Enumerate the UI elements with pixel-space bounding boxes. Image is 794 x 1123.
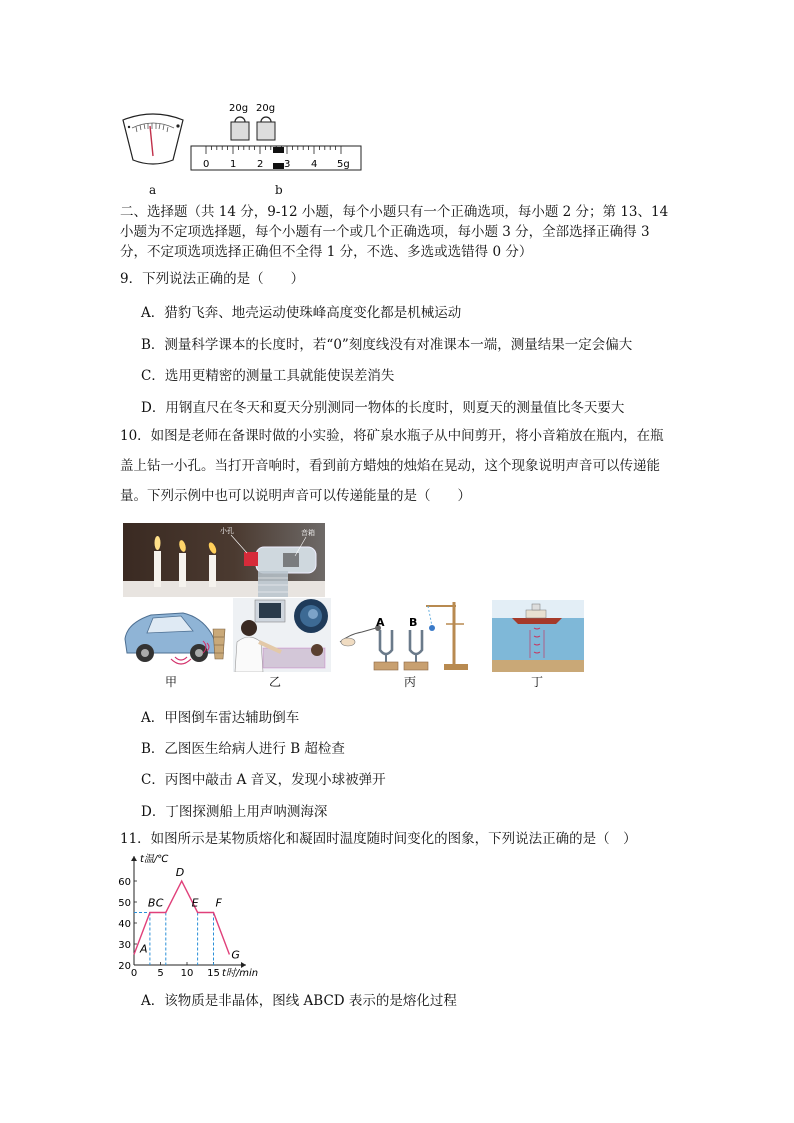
obstacle-cone <box>213 629 225 659</box>
tuning-fork-image <box>336 598 476 672</box>
q10-stem-line3: 量。下列示例中也可以说明声音可以传递能量的是（ ） <box>120 488 471 504</box>
weight-label-1: 20g <box>229 103 249 114</box>
chart-labels <box>118 853 258 979</box>
y-tick-label: 30 <box>118 940 131 951</box>
point-label: D <box>175 866 185 879</box>
scale-dial <box>123 114 183 164</box>
ruler-tick-4: 4 <box>311 159 318 170</box>
ultrasound-exam-image <box>233 598 331 672</box>
y-axis-label: t温/℃ <box>140 854 169 865</box>
fork-label-b: B <box>409 616 418 629</box>
section2-instructions-line2: 小题为不定项选择题，每个小题有一个或几个正确选项，每小题 3 分，全部选择正确得 3 <box>120 224 650 240</box>
weight-label-2: 20g <box>256 103 276 114</box>
q11-stem: 11．如图所示是某物质熔化和凝固时温度随时间变化的图象，下列说法正确的是（ ） <box>120 831 637 847</box>
q9-option-a[interactable]: A．猎豹飞奔、地壳运动使珠峰高度变化都是机械运动 <box>141 305 462 321</box>
point-label: F <box>215 896 222 910</box>
fig-label-bing: 丙 <box>404 675 417 689</box>
chart-guides <box>134 913 214 966</box>
q9-option-c[interactable]: C．选用更精密的测量工具就能使误差消失 <box>141 368 395 384</box>
q9-option-b[interactable]: B．测量科学课本的长度时，若“0”刻度线没有对准课本一端，测量结果一定会偏大 <box>141 337 633 353</box>
point-label: C <box>155 896 164 910</box>
fig-label-jia: 甲 <box>165 675 178 689</box>
point-label: E <box>191 896 199 910</box>
sonar-ship-image <box>492 600 584 672</box>
fig-label-ding: 丁 <box>531 675 544 689</box>
ruler-tick-0: 0 <box>203 159 210 170</box>
fig-label-yi: 乙 <box>269 675 282 689</box>
label-hole: 小孔 <box>220 527 234 535</box>
x-tick-label: 5 <box>157 968 164 979</box>
melting-curve-chart <box>118 853 338 983</box>
point-label: B <box>147 896 156 910</box>
x-tick-label: 10 <box>180 968 194 979</box>
q11-option-a[interactable]: A．该物质是非晶体，图线 ABCD 表示的是熔化过程 <box>141 993 457 1009</box>
y-tick-label: 60 <box>118 877 131 888</box>
q9-stem: 9．下列说法正确的是（ ） <box>120 271 305 287</box>
figure-label-b: b <box>275 183 283 197</box>
y-axis-arrow <box>131 856 137 861</box>
x-tick-label: 15 <box>207 968 220 979</box>
temperature-curve <box>134 881 229 955</box>
x-axis-label: t时/min <box>222 968 259 979</box>
figure-label-a: a <box>149 183 157 197</box>
y-tick-label: 20 <box>118 961 131 972</box>
ruler-tick-3: 3 <box>284 159 291 170</box>
slide-ruler <box>191 146 361 170</box>
q10-option-d[interactable]: D．丁图探测船上用声呐测海深 <box>141 804 328 820</box>
y-tick-label: 40 <box>118 919 131 930</box>
y-tick-label: 50 <box>118 898 131 909</box>
fork-label-a: A <box>376 616 385 629</box>
q10-option-c[interactable]: C．丙图中敲击 A 音叉，发现小球被弹开 <box>141 772 386 788</box>
car-parking-radar-image <box>121 601 229 669</box>
section2-instructions-line1: 二、选择题（共 14 分，9-12 小题，每个小题只有一个正确选项，每小题 2 分；第 13、14 <box>120 204 669 220</box>
point-label: A <box>140 942 148 956</box>
q10-option-a[interactable]: A．甲图倒车雷达辅助倒车 <box>141 710 300 726</box>
point-label: G <box>231 948 240 962</box>
chart-line <box>134 881 229 955</box>
ruler-tick-1: 1 <box>230 159 237 170</box>
section2-instructions-line3: 分，不定项选项选择正确但不全得 1 分，不选、多选或选错得 0 分） <box>120 244 533 260</box>
q10-option-b[interactable]: B．乙图医生给病人进行 B 超检查 <box>141 741 345 757</box>
ruler-tick-5: 5g <box>337 159 350 170</box>
q10-stem-line1: 10．如图是老师在备课时做的小实验，将矿泉水瓶子从中间剪开，将小音箱放在瓶内，在瓶 <box>120 428 664 444</box>
ruler-tick-2: 2 <box>257 159 264 170</box>
q9-option-d[interactable]: D．用钢直尺在冬天和夏天分别测同一物体的长度时，则夏天的测量值比冬天要大 <box>141 400 625 416</box>
label-speaker: 音箱 <box>301 529 315 537</box>
x-tick-label: 0 <box>130 968 138 979</box>
weights <box>229 103 275 140</box>
candle-experiment-photo <box>123 523 325 597</box>
q10-stem-line2: 盖上钻一小孔。当打开音响时，看到前方蜡烛的烛焰在晃动，这个现象说明声音可以传递能 <box>120 458 660 474</box>
